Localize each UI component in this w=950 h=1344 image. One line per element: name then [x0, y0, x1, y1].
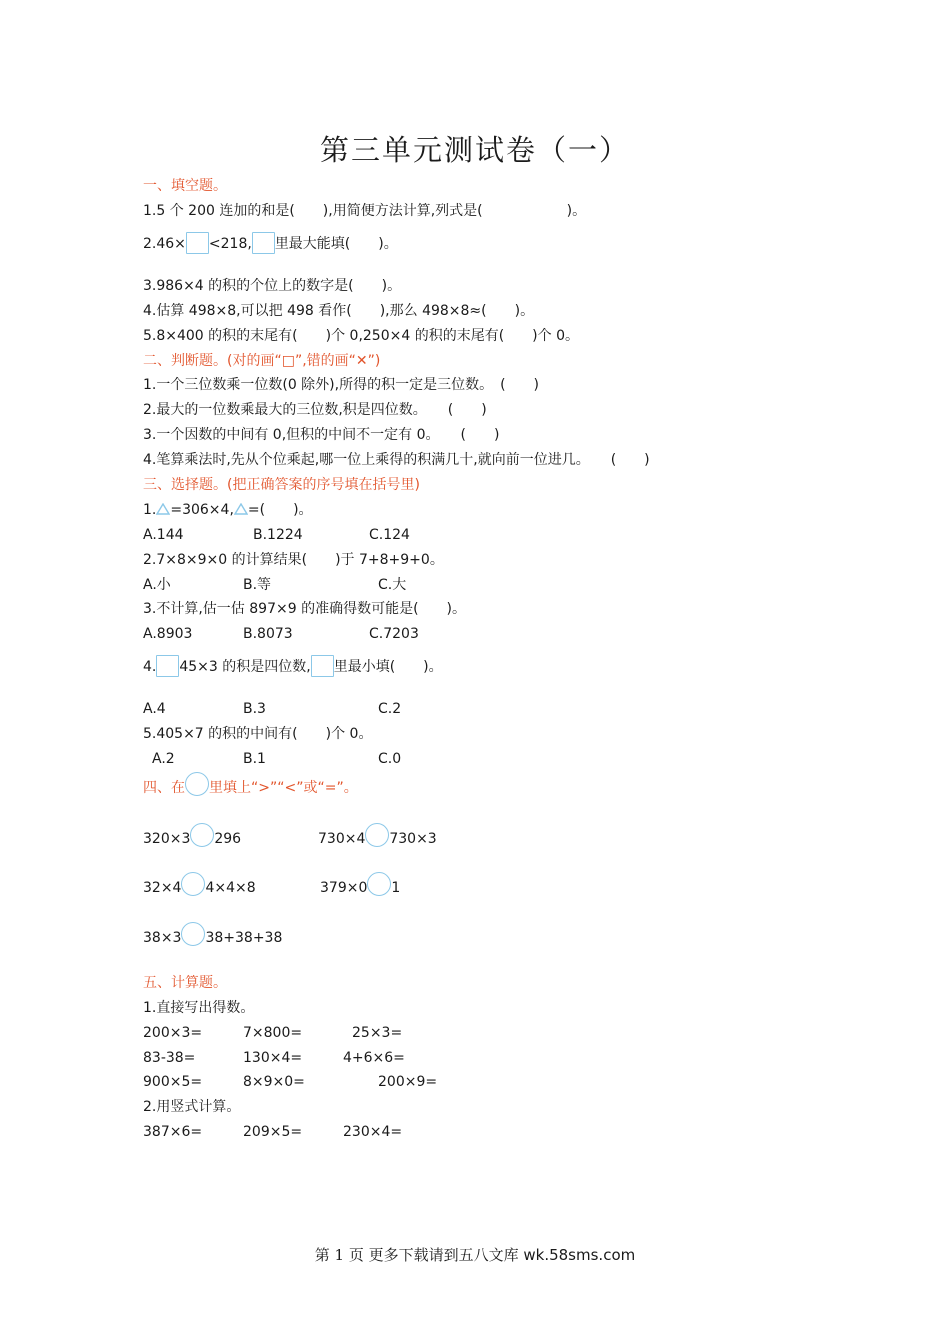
calc-item: 200×3= — [143, 1025, 203, 1041]
s3-q2-option-b: B.等 — [243, 577, 272, 593]
calc-item: 200×9= — [378, 1074, 438, 1090]
s1-q1: 1.5 个 200 连加的和是( ),用简便方法计算,列式是( )。 — [143, 203, 587, 219]
s3-q3-option-c: C.7203 — [369, 626, 419, 642]
compare-left: 379×0 — [320, 880, 368, 896]
s3-q1 — [143, 500, 313, 520]
s1-q2-text-c: 里最大能填( )。 — [274, 236, 398, 252]
s3-q3-option-a: A.8903 — [143, 626, 193, 642]
s4-header-text-b: 里填上“>”“<”或“=”。 — [209, 780, 358, 796]
section1-header: 一、填空题。 — [143, 178, 227, 194]
calc-item: 900×5= — [143, 1074, 203, 1090]
section4-header — [143, 778, 358, 798]
s3-q4-option-a: A.4 — [143, 701, 166, 717]
s2-q4: 4.笔算乘法时,先从个位乘起,哪一位上乘得的积满几十,就向前一位进几。 ( ) — [143, 452, 650, 468]
compare-right: 1 — [391, 880, 401, 896]
compare-left: 32×4 — [143, 880, 182, 896]
compare-item — [143, 829, 241, 849]
compare-item — [143, 878, 256, 898]
s2-q2: 2.最大的一位数乘最大的三位数,积是四位数。 ( ) — [143, 402, 487, 418]
s5-sub1: 1.直接写出得数。 — [143, 1000, 255, 1016]
s3-q1-option-b: B.1224 — [253, 527, 303, 543]
calc-item: 209×5= — [243, 1124, 303, 1140]
blank-square-icon — [186, 232, 209, 254]
s3-q5-option-a: A.2 — [152, 751, 175, 767]
s3-q4-option-b: B.3 — [243, 701, 266, 717]
compare-right: 730×3 — [389, 831, 437, 847]
triangle-icon — [234, 503, 248, 515]
s4-header-text-a: 四、在 — [143, 780, 185, 796]
section3-header: 三、选择题。(把正确答案的序号填在括号里) — [143, 477, 420, 493]
s3-q4-text-a: 4. — [143, 659, 157, 675]
s3-q2-option-a: A.小 — [143, 577, 171, 593]
s1-q2 — [143, 232, 398, 254]
s3-q4 — [143, 655, 443, 677]
blank-square-icon — [156, 655, 179, 677]
s2-q3: 3.一个因数的中间有 0,但积的中间不一定有 0。 ( ) — [143, 427, 500, 443]
blank-circle-icon — [365, 823, 389, 847]
calc-item: 4+6×6= — [343, 1050, 405, 1066]
calc-item: 83-38= — [143, 1050, 196, 1066]
blank-circle-icon — [181, 872, 205, 896]
s1-q5: 5.8×400 的积的末尾有( )个 0,250×4 的积的末尾有( )个 0。 — [143, 328, 579, 344]
s3-q1-text-b: =306×4, — [170, 502, 234, 518]
compare-right: 296 — [214, 831, 242, 847]
s1-q2-text-a: 2.46× — [143, 236, 186, 252]
s3-q4-option-c: C.2 — [378, 701, 402, 717]
triangle-icon — [156, 503, 170, 515]
s3-q3: 3.不计算,估一估 897×9 的准确得数可能是( )。 — [143, 601, 466, 617]
s3-q1-option-c: C.124 — [369, 527, 410, 543]
blank-circle-icon — [190, 823, 214, 847]
s3-q5: 5.405×7 的积的中间有( )个 0。 — [143, 726, 373, 742]
footer-site-link[interactable]: wk.58sms.com — [523, 1246, 636, 1264]
s3-q2-option-c: C.大 — [378, 577, 407, 593]
calc-item: 230×4= — [343, 1124, 403, 1140]
calc-item: 387×6= — [143, 1124, 203, 1140]
page-footer — [0, 1244, 950, 1265]
blank-circle-icon — [181, 922, 205, 946]
s3-q4-text-c: 里最小填( )。 — [333, 659, 443, 675]
blank-circle-icon — [185, 772, 209, 796]
calc-item: 7×800= — [243, 1025, 303, 1041]
s1-q3: 3.986×4 的积的个位上的数字是( )。 — [143, 278, 402, 294]
s1-q4: 4.估算 498×8,可以把 498 看作( ),那么 498×8≈( )。 — [143, 303, 535, 319]
blank-square-icon — [252, 232, 275, 254]
compare-item — [320, 878, 400, 898]
compare-left: 730×4 — [318, 831, 366, 847]
blank-square-icon — [311, 655, 334, 677]
s3-q1-text-a: 1. — [143, 502, 157, 518]
section2-header: 二、判断题。(对的画“□”,错的画“✕”) — [143, 353, 381, 369]
calc-item: 25×3= — [352, 1025, 403, 1041]
s3-q5-option-b: B.1 — [243, 751, 266, 767]
blank-circle-icon — [367, 872, 391, 896]
s3-q3-option-b: B.8073 — [243, 626, 293, 642]
calc-item: 8×9×0= — [243, 1074, 305, 1090]
s3-q5-option-c: C.0 — [378, 751, 402, 767]
calc-item: 130×4= — [243, 1050, 303, 1066]
page-title: 第三单元测试卷（一） — [319, 133, 630, 167]
compare-left: 320×3 — [143, 831, 191, 847]
s1-q2-text-b: <218, — [208, 236, 252, 252]
footer-text: 第 1 页 更多下载请到五八文库 — [314, 1246, 524, 1264]
compare-item — [143, 928, 282, 948]
s3-q1-text-c: =( )。 — [247, 502, 313, 518]
s3-q4-text-b: 45×3 的积是四位数, — [179, 659, 311, 675]
compare-right: 38+38+38 — [205, 930, 283, 946]
s3-q1-option-a: A.144 — [143, 527, 184, 543]
s3-q2: 2.7×8×9×0 的计算结果( )于 7+8+9+0。 — [143, 552, 444, 568]
compare-right: 4×4×8 — [205, 880, 256, 896]
section5-header: 五、计算题。 — [143, 975, 227, 991]
s2-q1: 1.一个三位数乘一位数(0 除外),所得的积一定是三位数。 ( ) — [143, 377, 540, 393]
compare-item — [318, 829, 437, 849]
compare-left: 38×3 — [143, 930, 182, 946]
s5-sub2: 2.用竖式计算。 — [143, 1099, 241, 1115]
